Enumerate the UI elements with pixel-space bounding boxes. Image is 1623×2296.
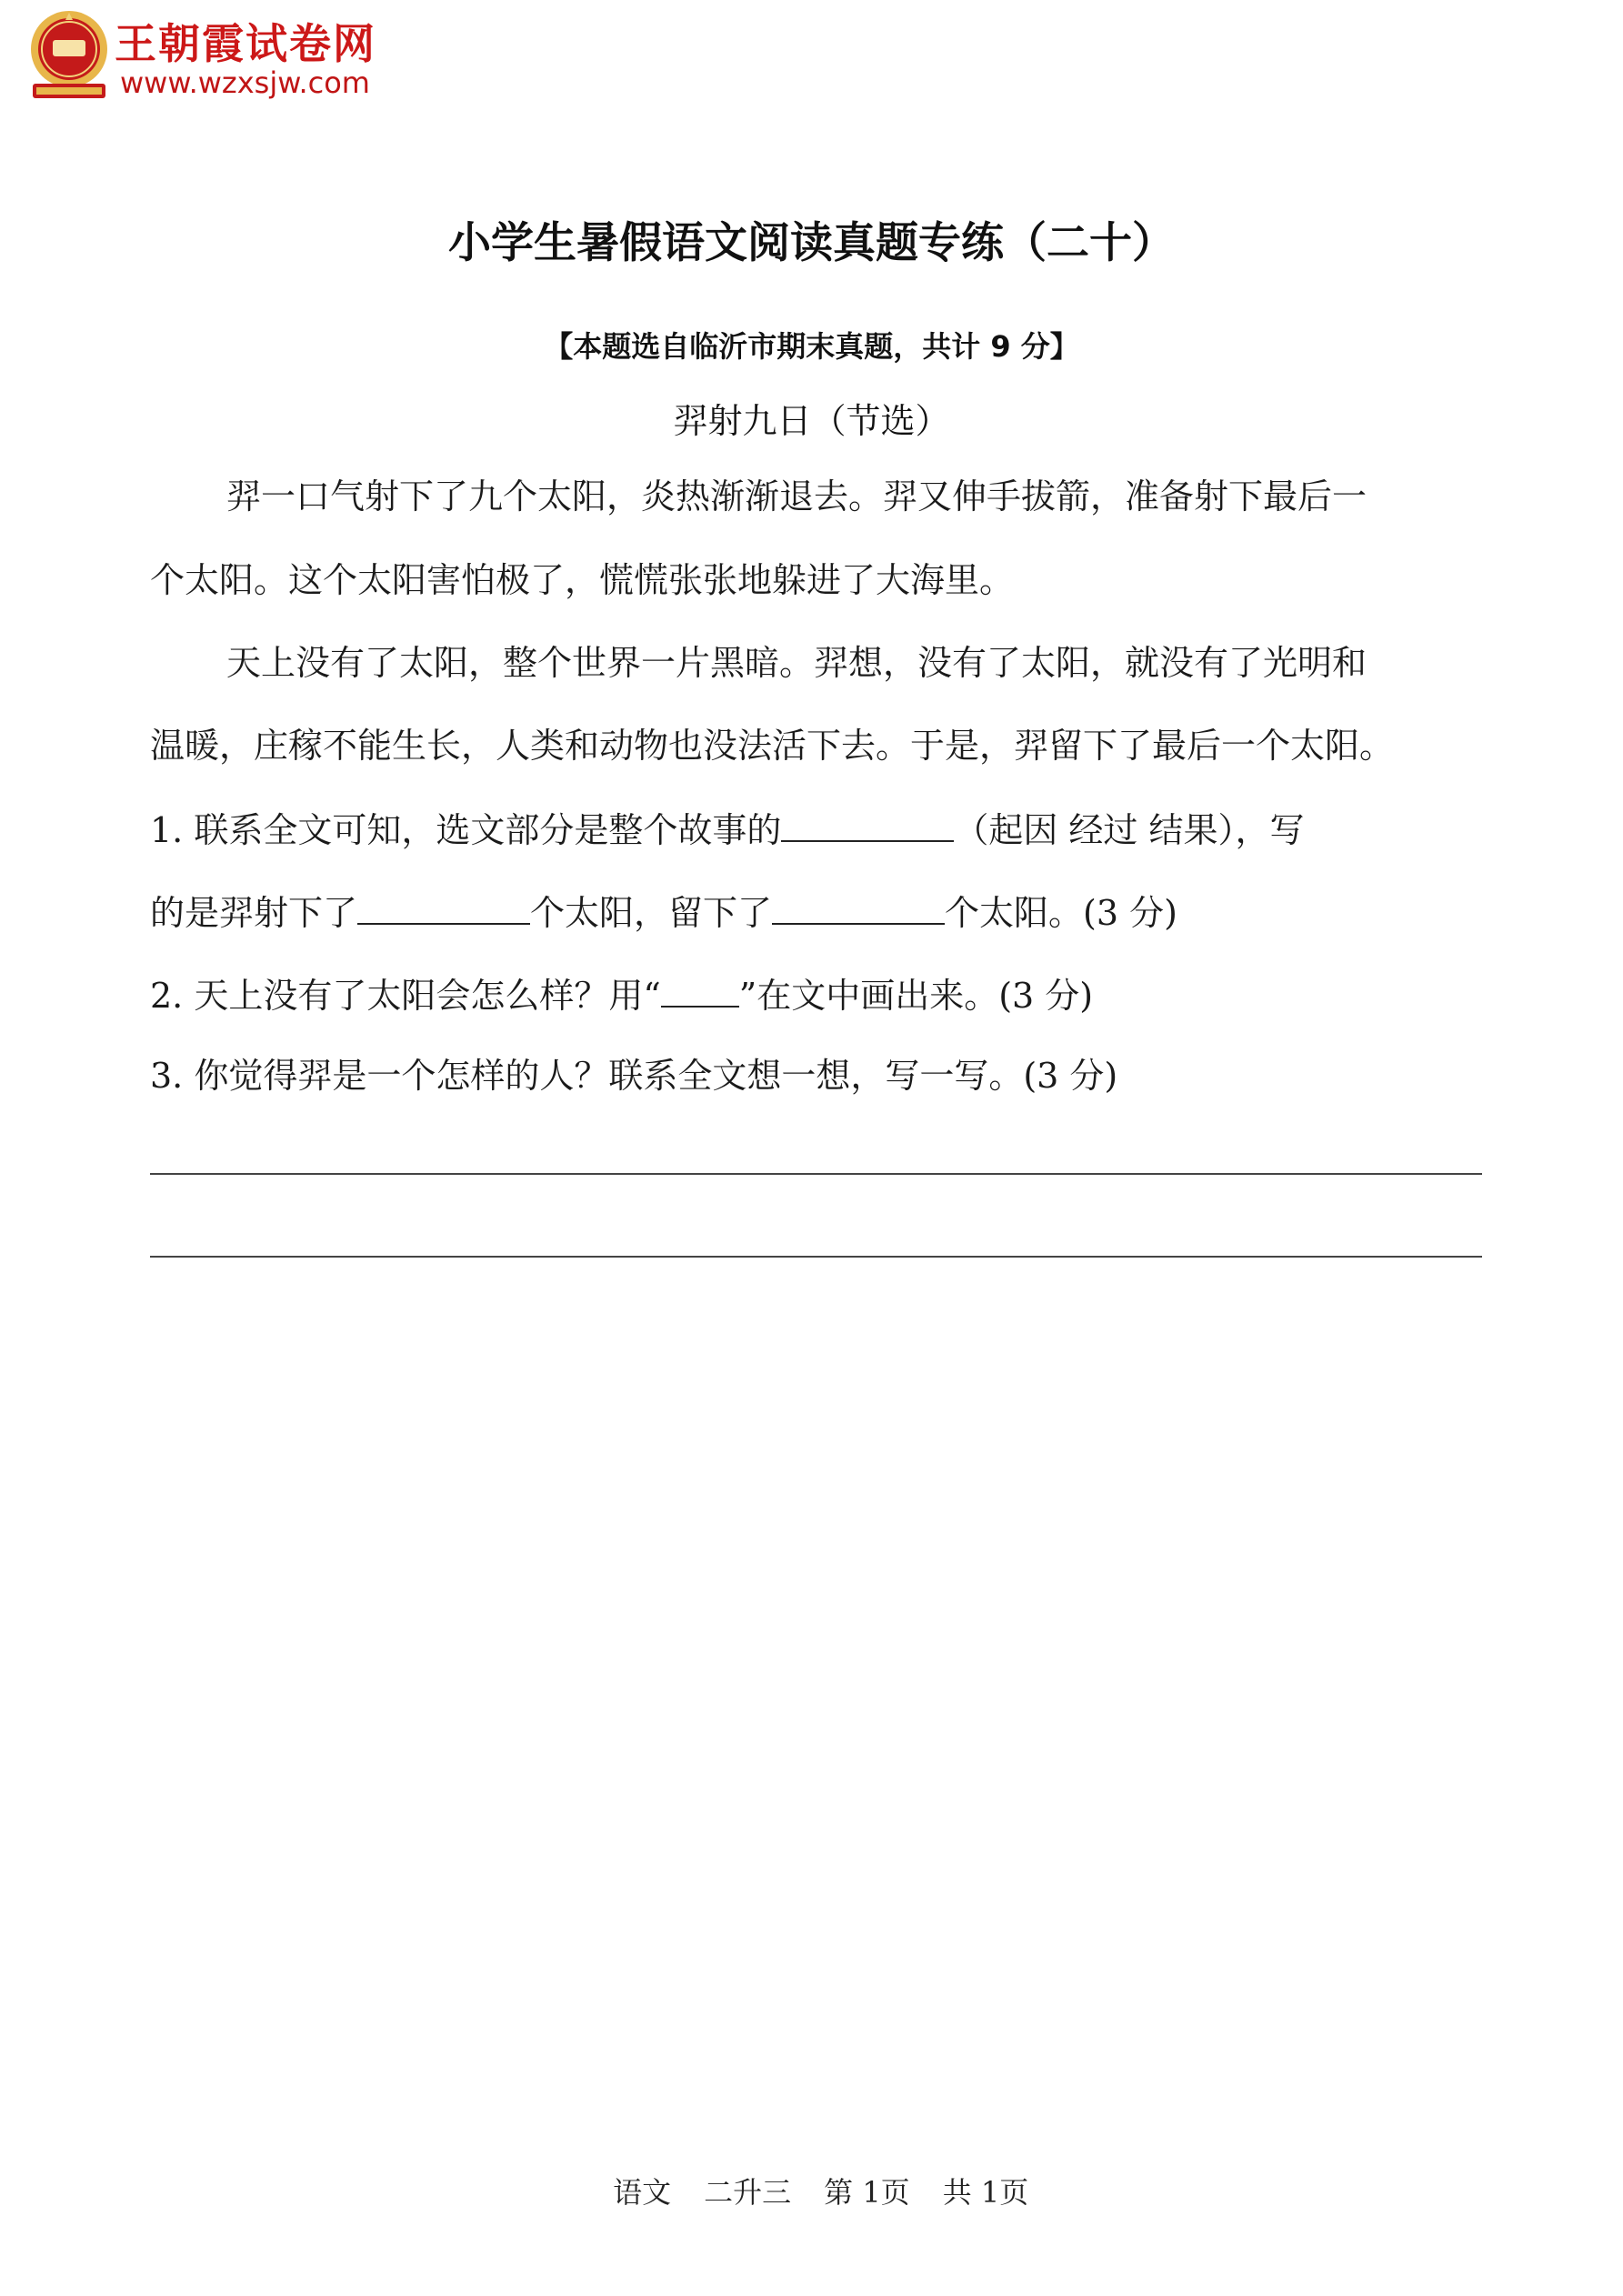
answer-blank[interactable] bbox=[781, 804, 954, 842]
footer-total: 共 1页 bbox=[942, 2175, 1029, 2210]
passage-line: 天上没有了太阳，整个世界一片黑暗。羿想，没有了太阳，就没有了光明和 bbox=[226, 643, 1368, 683]
passage-line: 温暖，庄稼不能生长，人类和动物也没法活下去。于是，羿留下了最后一个太阳。 bbox=[150, 726, 1395, 766]
question-2 bbox=[150, 969, 1496, 1019]
question-text: （起因 经过 结果），写 bbox=[954, 810, 1305, 850]
answer-blank[interactable] bbox=[772, 887, 945, 925]
footer-subject: 语文 bbox=[613, 2175, 672, 2210]
page-footer bbox=[0, 2135, 1623, 2211]
question-text: 1. 联系全文可知，选文部分是整个故事的 bbox=[150, 810, 782, 850]
footer-grade: 二升三 bbox=[704, 2175, 792, 2210]
question-text: 个太阳。(3 分) bbox=[945, 893, 1177, 933]
passage-line: 羿一口气射下了九个太阳，炎热渐渐退去。羿又伸手拔箭，准备射下最后一 bbox=[226, 476, 1368, 516]
brand-url[interactable]: www.wzxsjw.com bbox=[120, 65, 370, 100]
question-3: 3. 你觉得羿是一个怎样的人？联系全文想一想，写一写。(3 分) bbox=[150, 1056, 1118, 1096]
seal-logo-icon bbox=[25, 7, 113, 102]
passage-title: 羿射九日（节选） bbox=[673, 401, 950, 441]
question-text: 的是羿射下了 bbox=[150, 893, 358, 933]
site-logo bbox=[25, 7, 407, 105]
source-note: 【本题选自临沂市期末真题，共计 9 分】 bbox=[544, 329, 1079, 364]
passage-line: 个太阳。这个太阳害怕极了，慌慌张张地躲进了大海里。 bbox=[150, 560, 1015, 600]
footer-page: 第 1页 bbox=[824, 2175, 910, 2210]
question-text: 个太阳，留下了 bbox=[530, 893, 773, 933]
answer-blank[interactable] bbox=[357, 887, 530, 925]
underline-mark bbox=[661, 969, 739, 1008]
question-1-continued bbox=[150, 887, 1496, 937]
answer-line[interactable] bbox=[150, 1256, 1482, 1258]
answer-line[interactable] bbox=[150, 1173, 1482, 1175]
question-text: 2. 天上没有了太阳会怎么样？用“ bbox=[150, 976, 661, 1016]
brand-name: 王朝霞试卷网 bbox=[115, 19, 376, 68]
page-title: 小学生暑假语文阅读真题专练（二十） bbox=[448, 218, 1175, 268]
question-1 bbox=[150, 804, 1496, 854]
question-text: ”在文中画出来。(3 分) bbox=[738, 976, 1094, 1016]
